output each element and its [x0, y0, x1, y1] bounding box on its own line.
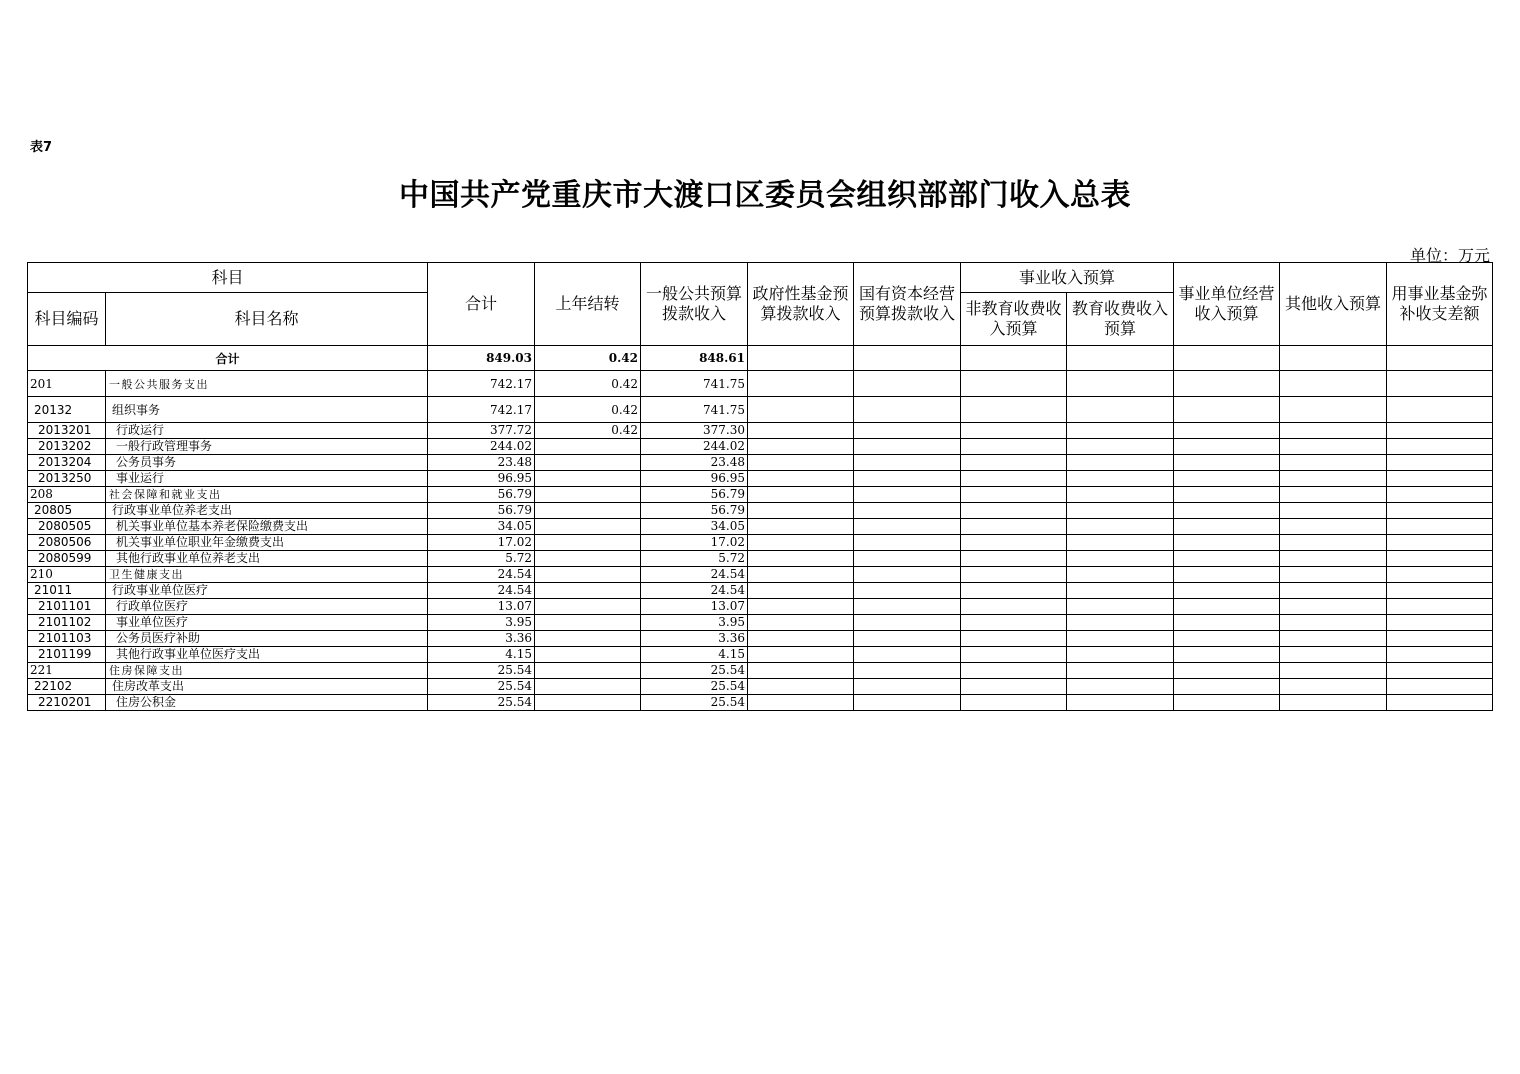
header-non-edu: 非教育收费收入预算: [961, 293, 1067, 346]
subject-code: 2013202: [28, 439, 106, 455]
empty-cell: [1067, 503, 1174, 519]
amount-general: 5.72: [641, 551, 748, 567]
empty-cell: [748, 583, 854, 599]
amount-total: 5.72: [428, 551, 535, 567]
header-gov-fund: 政府性基金预算拨款收入: [748, 263, 854, 346]
subject-code: 2101103: [28, 631, 106, 647]
empty-cell: [1174, 663, 1280, 679]
total-label: 合计: [28, 346, 428, 371]
empty-cell: [748, 371, 854, 397]
empty-cell: [1387, 551, 1493, 567]
empty-cell: [1280, 346, 1387, 371]
table-row: [28, 583, 1493, 599]
subject-name: 住房改革支出: [106, 679, 428, 695]
amount-total: 23.48: [428, 455, 535, 471]
amount-general: 24.54: [641, 583, 748, 599]
empty-cell: [1067, 487, 1174, 503]
amount-carryover: [535, 695, 641, 711]
table-row: [28, 631, 1493, 647]
subject-code: 21011: [28, 583, 106, 599]
empty-cell: [1280, 455, 1387, 471]
amount-general: 96.95: [641, 471, 748, 487]
empty-cell: [1387, 397, 1493, 423]
empty-cell: [748, 535, 854, 551]
empty-cell: [748, 615, 854, 631]
subject-code: 2210201: [28, 695, 106, 711]
empty-cell: [748, 423, 854, 439]
subject-name: 其他行政事业单位养老支出: [106, 551, 428, 567]
subject-code: 2080506: [28, 535, 106, 551]
header-total: 合计: [428, 263, 535, 346]
table-number: 表7: [30, 140, 53, 155]
amount-general: 3.36: [641, 631, 748, 647]
empty-cell: [1280, 647, 1387, 663]
subject-name: 事业单位医疗: [106, 615, 428, 631]
table-row: [28, 471, 1493, 487]
empty-cell: [1174, 695, 1280, 711]
subject-name: 组织事务: [106, 397, 428, 423]
empty-cell: [1387, 679, 1493, 695]
empty-cell: [1174, 455, 1280, 471]
subject-name: 一般行政管理事务: [106, 439, 428, 455]
empty-cell: [1280, 551, 1387, 567]
empty-cell: [1067, 519, 1174, 535]
amount-general: 3.95: [641, 615, 748, 631]
empty-cell: [961, 423, 1067, 439]
empty-cell: [1280, 503, 1387, 519]
header-career-income: 事业收入预算: [961, 263, 1174, 293]
empty-cell: [1387, 423, 1493, 439]
empty-cell: [748, 487, 854, 503]
subject-code: 2080505: [28, 519, 106, 535]
empty-cell: [961, 615, 1067, 631]
empty-cell: [1387, 647, 1493, 663]
empty-cell: [1174, 439, 1280, 455]
empty-cell: [1174, 631, 1280, 647]
amount-total: 377.72: [428, 423, 535, 439]
header-carryover: 上年结转: [535, 263, 641, 346]
total-carryover: 0.42: [535, 346, 641, 371]
amount-total: 96.95: [428, 471, 535, 487]
subject-code: 2013204: [28, 455, 106, 471]
empty-cell: [1174, 551, 1280, 567]
page-title: 中国共产党重庆市大渡口区委员会组织部部门收入总表: [399, 178, 1131, 213]
subject-name: 公务员医疗补助: [106, 631, 428, 647]
table-row: [28, 647, 1493, 663]
subject-code: 22102: [28, 679, 106, 695]
empty-cell: [1280, 663, 1387, 679]
empty-cell: [854, 423, 961, 439]
empty-cell: [961, 346, 1067, 371]
empty-cell: [961, 663, 1067, 679]
amount-carryover: [535, 487, 641, 503]
subject-code: 20805: [28, 503, 106, 519]
subject-name: 住房公积金: [106, 695, 428, 711]
empty-cell: [1174, 679, 1280, 695]
amount-general: 13.07: [641, 599, 748, 615]
table-header: [28, 263, 1493, 346]
amount-general: 23.48: [641, 455, 748, 471]
total-row: [28, 346, 1493, 371]
empty-cell: [854, 647, 961, 663]
table-row: [28, 679, 1493, 695]
amount-total: 24.54: [428, 583, 535, 599]
empty-cell: [1280, 695, 1387, 711]
empty-cell: [1067, 371, 1174, 397]
empty-cell: [1280, 487, 1387, 503]
empty-cell: [1174, 471, 1280, 487]
amount-carryover: [535, 567, 641, 583]
empty-cell: [961, 471, 1067, 487]
amount-carryover: [535, 599, 641, 615]
amount-carryover: [535, 583, 641, 599]
total-general: 848.61: [641, 346, 748, 371]
empty-cell: [1280, 423, 1387, 439]
amount-total: 742.17: [428, 397, 535, 423]
empty-cell: [1067, 695, 1174, 711]
subject-code: 2101102: [28, 615, 106, 631]
empty-cell: [1387, 631, 1493, 647]
empty-cell: [854, 583, 961, 599]
table-row: [28, 535, 1493, 551]
subject-name: 公务员事务: [106, 455, 428, 471]
empty-cell: [854, 397, 961, 423]
amount-total: 13.07: [428, 599, 535, 615]
subject-code: 221: [28, 663, 106, 679]
empty-cell: [1174, 503, 1280, 519]
subject-code: 20132: [28, 397, 106, 423]
empty-cell: [748, 503, 854, 519]
empty-cell: [1280, 371, 1387, 397]
subject-name: 社会保障和就业支出: [106, 487, 428, 503]
amount-general: 741.75: [641, 397, 748, 423]
empty-cell: [961, 519, 1067, 535]
amount-total: 25.54: [428, 679, 535, 695]
empty-cell: [1280, 471, 1387, 487]
empty-cell: [1280, 599, 1387, 615]
header-name: 科目名称: [106, 293, 428, 346]
empty-cell: [1174, 397, 1280, 423]
table-row: [28, 487, 1493, 503]
header-unit-business: 事业单位经营收入预算: [1174, 263, 1280, 346]
empty-cell: [1387, 503, 1493, 519]
amount-total: 3.95: [428, 615, 535, 631]
amount-total: 24.54: [428, 567, 535, 583]
table-row: [28, 567, 1493, 583]
empty-cell: [748, 679, 854, 695]
empty-cell: [1174, 423, 1280, 439]
empty-cell: [961, 583, 1067, 599]
table-row: [28, 615, 1493, 631]
empty-cell: [748, 695, 854, 711]
empty-cell: [748, 519, 854, 535]
header-code: 科目编码: [28, 293, 106, 346]
income-summary-table: [27, 262, 1493, 711]
unit-label: 单位：万元: [1409, 246, 1490, 265]
table-row: [28, 397, 1493, 423]
header-fund-balance: 用事业基金弥补收支差额: [1387, 263, 1493, 346]
empty-cell: [1067, 423, 1174, 439]
empty-cell: [1174, 346, 1280, 371]
empty-cell: [1174, 583, 1280, 599]
empty-cell: [854, 631, 961, 647]
empty-cell: [1067, 679, 1174, 695]
amount-total: 56.79: [428, 487, 535, 503]
empty-cell: [748, 471, 854, 487]
empty-cell: [961, 439, 1067, 455]
empty-cell: [1067, 599, 1174, 615]
subject-code: 2013201: [28, 423, 106, 439]
empty-cell: [1387, 695, 1493, 711]
amount-general: 56.79: [641, 503, 748, 519]
empty-cell: [1387, 663, 1493, 679]
empty-cell: [1174, 535, 1280, 551]
subject-code: 208: [28, 487, 106, 503]
empty-cell: [961, 455, 1067, 471]
subject-name: 卫生健康支出: [106, 567, 428, 583]
empty-cell: [1067, 346, 1174, 371]
subject-name: 行政事业单位养老支出: [106, 503, 428, 519]
amount-total: 3.36: [428, 631, 535, 647]
table-row: [28, 455, 1493, 471]
amount-carryover: [535, 471, 641, 487]
empty-cell: [1387, 583, 1493, 599]
empty-cell: [1280, 439, 1387, 455]
subject-code: 2080599: [28, 551, 106, 567]
header-state-capital: 国有资本经营预算拨款收入: [854, 263, 961, 346]
subject-name: 事业运行: [106, 471, 428, 487]
empty-cell: [961, 647, 1067, 663]
empty-cell: [1387, 567, 1493, 583]
empty-cell: [961, 599, 1067, 615]
empty-cell: [961, 535, 1067, 551]
empty-cell: [854, 663, 961, 679]
subject-name: 行政单位医疗: [106, 599, 428, 615]
amount-carryover: [535, 647, 641, 663]
empty-cell: [854, 615, 961, 631]
amount-general: 25.54: [641, 663, 748, 679]
header-general-public: 一般公共预算拨款收入: [641, 263, 748, 346]
amount-carryover: [535, 663, 641, 679]
amount-general: 25.54: [641, 679, 748, 695]
empty-cell: [961, 631, 1067, 647]
empty-cell: [854, 599, 961, 615]
empty-cell: [748, 663, 854, 679]
empty-cell: [748, 397, 854, 423]
empty-cell: [1280, 535, 1387, 551]
amount-general: 34.05: [641, 519, 748, 535]
empty-cell: [854, 567, 961, 583]
empty-cell: [1387, 471, 1493, 487]
subject-code: 2101199: [28, 647, 106, 663]
amount-general: 377.30: [641, 423, 748, 439]
empty-cell: [1387, 535, 1493, 551]
amount-carryover: [535, 535, 641, 551]
empty-cell: [1067, 471, 1174, 487]
subject-code: 2013250: [28, 471, 106, 487]
empty-cell: [1280, 679, 1387, 695]
empty-cell: [748, 439, 854, 455]
table-row: [28, 551, 1493, 567]
header-subject: 科目: [28, 263, 428, 293]
empty-cell: [1387, 519, 1493, 535]
subject-name: 行政运行: [106, 423, 428, 439]
amount-general: 24.54: [641, 567, 748, 583]
empty-cell: [1067, 567, 1174, 583]
empty-cell: [1067, 551, 1174, 567]
empty-cell: [854, 487, 961, 503]
amount-general: 17.02: [641, 535, 748, 551]
amount-total: 244.02: [428, 439, 535, 455]
empty-cell: [1067, 631, 1174, 647]
subject-name: 机关事业单位基本养老保险缴费支出: [106, 519, 428, 535]
amount-general: 25.54: [641, 695, 748, 711]
empty-cell: [748, 567, 854, 583]
empty-cell: [961, 503, 1067, 519]
table-row: [28, 423, 1493, 439]
empty-cell: [748, 647, 854, 663]
empty-cell: [1067, 535, 1174, 551]
amount-carryover: [535, 439, 641, 455]
subject-name: 一般公共服务支出: [106, 371, 428, 397]
amount-total: 742.17: [428, 371, 535, 397]
amount-carryover: [535, 503, 641, 519]
empty-cell: [854, 679, 961, 695]
amount-general: 56.79: [641, 487, 748, 503]
empty-cell: [961, 487, 1067, 503]
empty-cell: [961, 679, 1067, 695]
amount-carryover: [535, 519, 641, 535]
empty-cell: [1280, 567, 1387, 583]
empty-cell: [1067, 439, 1174, 455]
empty-cell: [854, 519, 961, 535]
empty-cell: [961, 551, 1067, 567]
amount-carryover: 0.42: [535, 397, 641, 423]
amount-general: 741.75: [641, 371, 748, 397]
empty-cell: [961, 695, 1067, 711]
amount-general: 4.15: [641, 647, 748, 663]
amount-carryover: [535, 679, 641, 695]
empty-cell: [854, 371, 961, 397]
amount-total: 56.79: [428, 503, 535, 519]
empty-cell: [854, 535, 961, 551]
empty-cell: [1387, 455, 1493, 471]
amount-carryover: 0.42: [535, 371, 641, 397]
empty-cell: [1174, 615, 1280, 631]
subject-name: 住房保障支出: [106, 663, 428, 679]
empty-cell: [1387, 599, 1493, 615]
subject-name: 行政事业单位医疗: [106, 583, 428, 599]
empty-cell: [748, 631, 854, 647]
empty-cell: [1174, 647, 1280, 663]
empty-cell: [854, 503, 961, 519]
empty-cell: [748, 599, 854, 615]
empty-cell: [1174, 487, 1280, 503]
empty-cell: [854, 346, 961, 371]
empty-cell: [1067, 615, 1174, 631]
table-row: [28, 519, 1493, 535]
empty-cell: [1280, 615, 1387, 631]
empty-cell: [854, 695, 961, 711]
empty-cell: [854, 551, 961, 567]
empty-cell: [961, 397, 1067, 423]
empty-cell: [1067, 647, 1174, 663]
table-row: [28, 663, 1493, 679]
empty-cell: [854, 471, 961, 487]
subject-code: 201: [28, 371, 106, 397]
amount-carryover: [535, 455, 641, 471]
empty-cell: [1387, 346, 1493, 371]
table-row: [28, 371, 1493, 397]
empty-cell: [748, 346, 854, 371]
empty-cell: [748, 551, 854, 567]
subject-code: 210: [28, 567, 106, 583]
empty-cell: [1280, 631, 1387, 647]
empty-cell: [1387, 615, 1493, 631]
empty-cell: [748, 455, 854, 471]
empty-cell: [1174, 599, 1280, 615]
empty-cell: [1174, 371, 1280, 397]
empty-cell: [1174, 519, 1280, 535]
table-body: [28, 346, 1493, 711]
subject-name: 其他行政事业单位医疗支出: [106, 647, 428, 663]
empty-cell: [1067, 455, 1174, 471]
empty-cell: [1174, 567, 1280, 583]
amount-total: 4.15: [428, 647, 535, 663]
table-row: [28, 439, 1493, 455]
empty-cell: [1387, 487, 1493, 503]
amount-carryover: [535, 551, 641, 567]
subject-code: 2101101: [28, 599, 106, 615]
empty-cell: [854, 439, 961, 455]
empty-cell: [1280, 397, 1387, 423]
header-edu: 教育收费收入预算: [1067, 293, 1174, 346]
table-row: [28, 695, 1493, 711]
empty-cell: [1387, 439, 1493, 455]
table-row: [28, 503, 1493, 519]
amount-total: 25.54: [428, 663, 535, 679]
amount-total: 25.54: [428, 695, 535, 711]
empty-cell: [1067, 663, 1174, 679]
amount-carryover: [535, 615, 641, 631]
table-row: [28, 599, 1493, 615]
empty-cell: [1067, 397, 1174, 423]
empty-cell: [1280, 583, 1387, 599]
amount-total: 17.02: [428, 535, 535, 551]
amount-total: 34.05: [428, 519, 535, 535]
amount-general: 244.02: [641, 439, 748, 455]
amount-carryover: [535, 631, 641, 647]
empty-cell: [1387, 371, 1493, 397]
empty-cell: [1067, 583, 1174, 599]
subject-name: 机关事业单位职业年金缴费支出: [106, 535, 428, 551]
total-amount: 849.03: [428, 346, 535, 371]
empty-cell: [854, 455, 961, 471]
empty-cell: [1280, 519, 1387, 535]
amount-carryover: 0.42: [535, 423, 641, 439]
empty-cell: [961, 371, 1067, 397]
empty-cell: [961, 567, 1067, 583]
header-other-income: 其他收入预算: [1280, 263, 1387, 346]
